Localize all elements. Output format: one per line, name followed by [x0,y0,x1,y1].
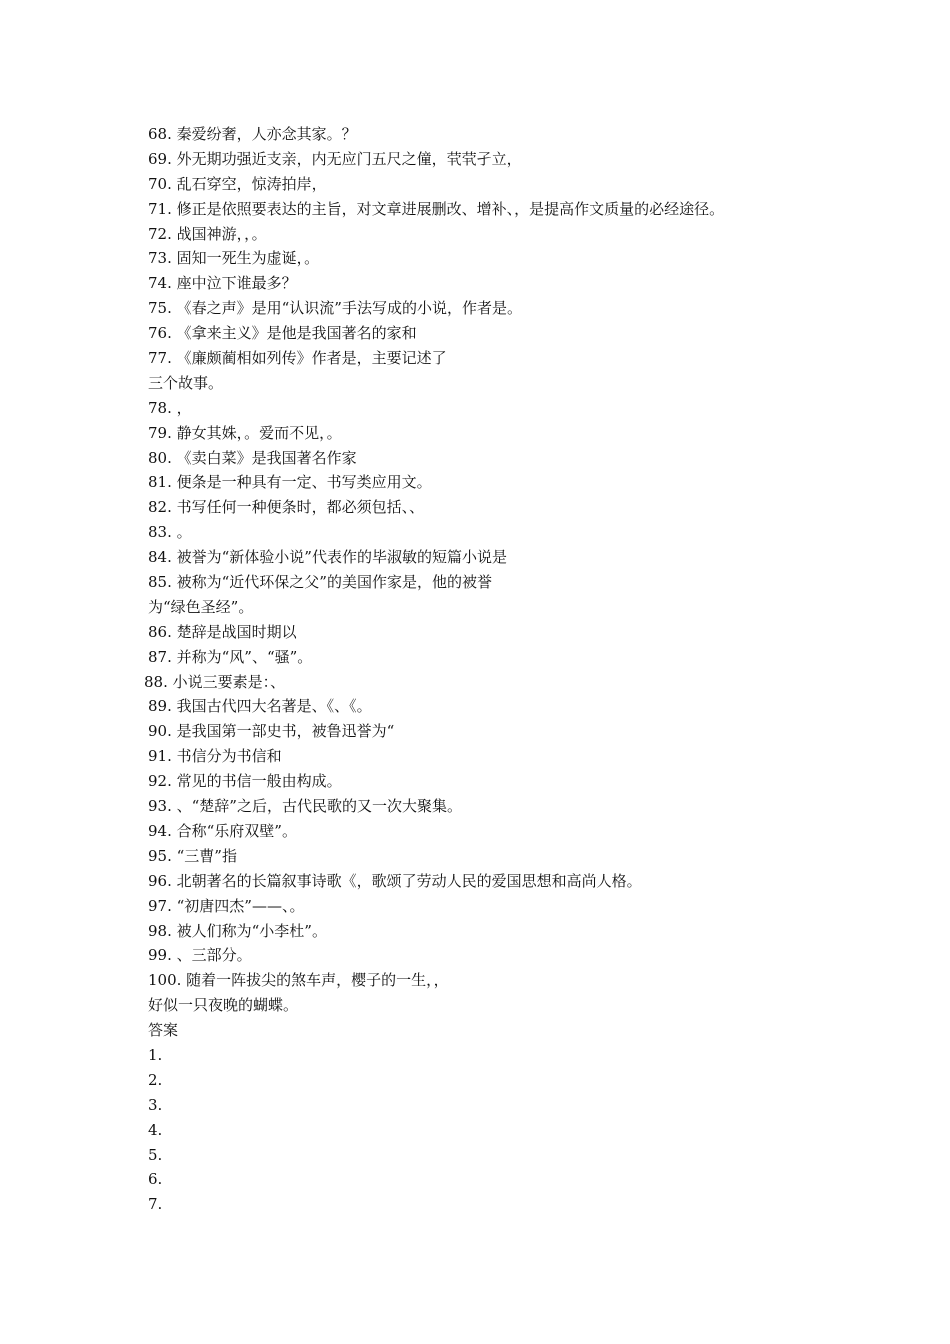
question-71: 71. 修正是依照要表达的主旨，对文章进展删改、增补、，是提高作文质量的必经途径。 [148,199,725,218]
question-74: 74. 座中泣下谁最多？ [148,274,297,293]
question-100-continued: 好似一只夜晚的蝴蝶。 [148,996,299,1015]
question-95: 95. “三曹”指 [148,846,237,865]
question-91: 91. 书信分为书信和 [148,747,282,766]
question-70: 70. 乱石穿空，惊涛拍岸， [148,174,327,193]
question-97: 97. “初唐四杰”——、。 [148,896,305,915]
question-94: 94. 合称“乐府双壁”。 [148,821,297,840]
question-87: 87. 并称为“风”、“骚”。 [148,647,313,666]
question-77-continued: 三个故事。 [148,373,224,392]
answer-3: 3. [148,1095,163,1114]
question-88: 88. 小说三要素是：、 [144,672,286,691]
question-73: 73. 固知一死生为虚诞，。 [148,249,320,268]
answer-1: 1. [148,1045,163,1064]
question-79: 79. 静女其姝，。爱而不见，。 [148,423,342,442]
question-84: 84. 被誉为“新体验小说”代表作的毕淑敏的短篇小说是 [148,548,507,567]
question-89: 89. 我国古代四大名著是、《、《。 [148,697,372,716]
question-100: 100. 随着一阵拔尖的煞车声，樱子的一生，， [148,971,449,990]
question-99: 99. 、三部分。 [148,946,252,965]
question-69: 69. 外无期功强近支亲，内无应门五尺之僮，茕茕孑立， [148,149,522,168]
question-76: 76. 《拿来主义》是他是我国著名的家和 [148,324,417,343]
answer-6: 6. [148,1170,163,1189]
question-78: 78. ， [148,398,192,417]
question-85-continued: 为“绿色圣经”。 [148,597,254,616]
question-72: 72. 战国神游，，。 [148,224,267,243]
question-85: 85. 被称为“近代环保之父”的美国作家是，他的被誉 [148,573,492,592]
answer-7: 7. [148,1195,163,1214]
question-75: 75. 《春之声》是用“认识流”手法写成的小说，作者是。 [148,299,522,318]
question-93: 93. 、“楚辞”之后，古代民歌的又一次大聚集。 [148,797,462,816]
question-82: 82. 书写任何一种便条时，都必须包括、、 [148,498,425,517]
document-body [144,122,908,1217]
question-98: 98. 被人们称为“小李杜”。 [148,921,327,940]
answer-5: 5. [148,1145,163,1164]
question-68: 68. 秦爱纷奢，人亦念其家。？ [148,125,357,143]
question-90: 90. 是我国第一部史书，被鲁迅誉为“ [148,722,395,741]
answer-4: 4. [148,1120,163,1139]
question-77: 77. 《廉颇蔺相如列传》作者是，主要记述了 [148,349,447,368]
question-92: 92. 常见的书信一般由构成。 [148,772,342,791]
question-86: 86. 楚辞是战国时期以 [148,622,297,641]
answer-2: 2. [148,1070,163,1089]
question-83: 83. 。 [148,523,192,542]
answers-heading: 答案 [148,1021,179,1040]
question-81: 81. 便条是一种具有一定、书写类应用文。 [148,473,432,492]
question-96: 96. 北朝著名的长篇叙事诗歌《，歌颂了劳动人民的爱国思想和高尚人格。 [148,871,642,890]
question-80: 80. 《卖白菜》是我国著名作家 [148,448,357,467]
